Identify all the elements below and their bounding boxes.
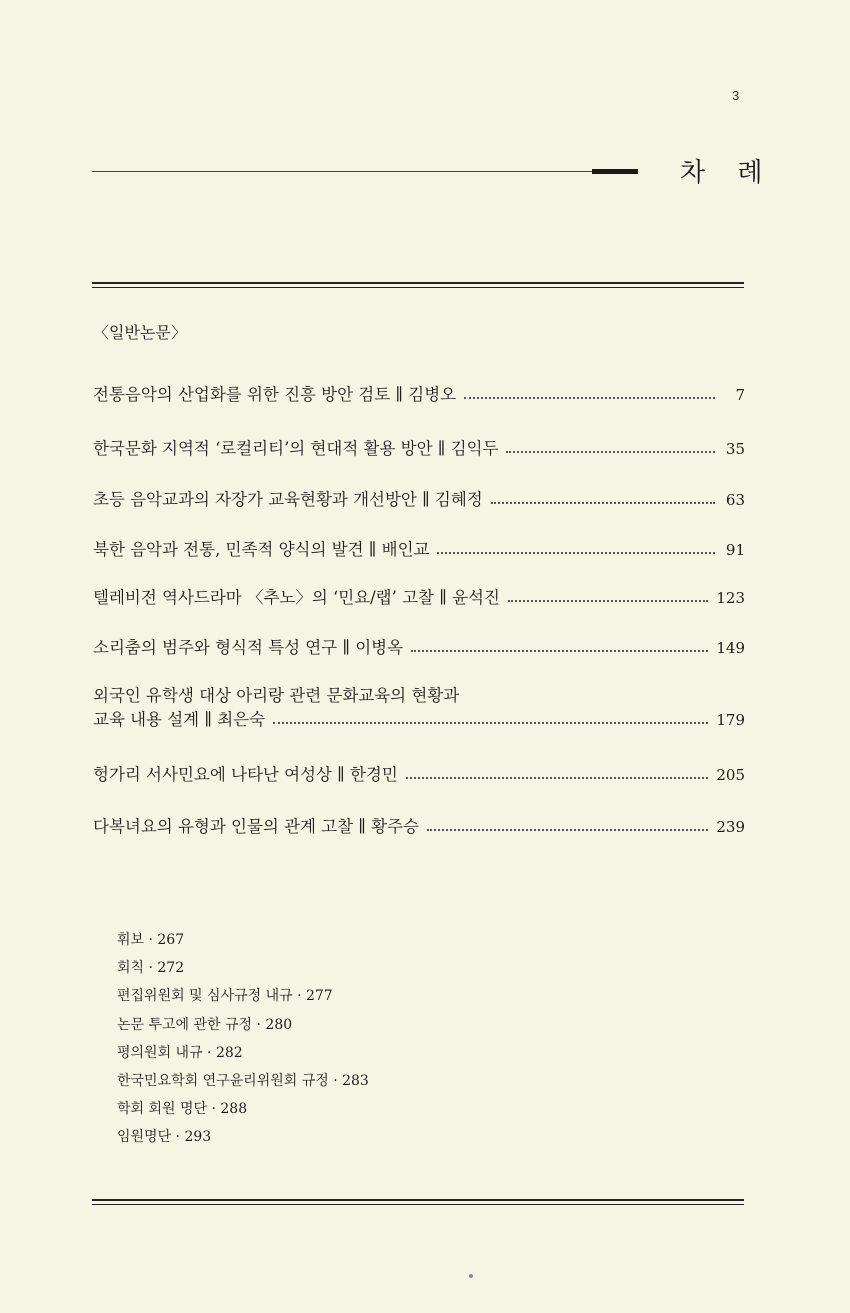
toc-page: 91 [725, 541, 745, 559]
misc-item[interactable]: 학회 회원 명단 · 288 [117, 1101, 248, 1118]
toc-page: 205 [716, 766, 745, 784]
toc-title: 전통음악의 산업화를 위한 진흥 방안 검토 ∥ 김병오 [93, 385, 457, 404]
toc-page: 239 [716, 818, 745, 836]
toc-page: 63 [725, 491, 745, 509]
toc-page: 35 [725, 440, 745, 458]
toc-entry[interactable] [93, 383, 745, 407]
toc-leader [508, 599, 708, 602]
toc-page: 123 [716, 589, 745, 607]
toc-title: 한국문화 지역적 ‘로컬리티’의 현대적 활용 방안 ∥ 김익두 [93, 439, 499, 458]
toc-title: 외국인 유학생 대상 아리랑 관련 문화교육의 현황과 [93, 686, 460, 705]
toc-leader [437, 551, 715, 554]
toc-leader [491, 501, 715, 504]
toc-leader [411, 649, 708, 652]
toc-leader [273, 721, 708, 724]
toc-title: 다복녀요의 유형과 인물의 관계 고찰 ∥ 황주승 [93, 817, 419, 836]
misc-list [117, 926, 369, 1152]
misc-item[interactable]: 한국민요학회 연구윤리위원회 규정 · 283 [117, 1073, 369, 1090]
misc-item[interactable]: 휘보 · 267 [117, 932, 185, 948]
toc-entry[interactable] [93, 586, 745, 610]
toc-title-continued: 교육 내용 설계 ∥ 최은숙 [93, 710, 266, 729]
toc-page: 7 [735, 386, 745, 404]
toc-title: 소리춤의 범주와 형식적 특성 연구 ∥ 이병옥 [93, 638, 404, 657]
toc-title: 북한 음악과 전통, 민족적 양식의 발견 ∥ 배인교 [93, 540, 430, 559]
toc-entry[interactable] [93, 763, 745, 787]
title-rule-thin [92, 171, 592, 172]
toc-entry[interactable] [93, 437, 745, 461]
misc-item[interactable]: 임원명단 · 293 [117, 1129, 212, 1146]
misc-item[interactable]: 평의원회 내규 · 282 [117, 1044, 243, 1061]
decorative-dot [469, 1274, 473, 1278]
misc-item[interactable]: 회칙 · 272 [117, 960, 185, 977]
toc-leader [406, 776, 709, 779]
toc-entry[interactable] [93, 488, 745, 512]
toc-leader [464, 396, 715, 399]
title-rule-thick [592, 169, 638, 174]
page-title: 차 례 [680, 158, 775, 188]
top-double-rule [92, 282, 744, 288]
toc-title: 헝가리 서사민요에 나타난 여성상 ∥ 한경민 [93, 765, 398, 784]
misc-item[interactable]: 편집위원회 및 심사규정 내규 · 277 [117, 988, 333, 1005]
toc-title: 초등 음악교과의 자장가 교육현황과 개선방안 ∥ 김혜정 [93, 490, 483, 509]
toc-entry[interactable] [93, 684, 745, 732]
section-label: 〈일반논문〉 [93, 323, 187, 342]
toc-page: 179 [716, 711, 745, 729]
toc-entry[interactable] [93, 815, 745, 839]
misc-item[interactable]: 논문 투고에 관한 규정 · 280 [117, 1016, 293, 1033]
toc-entry[interactable] [93, 538, 745, 562]
page-number: 3 [732, 88, 740, 103]
toc-entry[interactable] [93, 636, 745, 660]
toc-title: 텔레비전 역사드라마 〈추노〉의 ‘민요/랩’ 고찰 ∥ 윤석진 [93, 588, 500, 607]
toc-leader [427, 828, 708, 831]
bottom-double-rule [92, 1199, 744, 1205]
toc-leader [506, 450, 715, 453]
toc-page: 149 [716, 639, 745, 657]
